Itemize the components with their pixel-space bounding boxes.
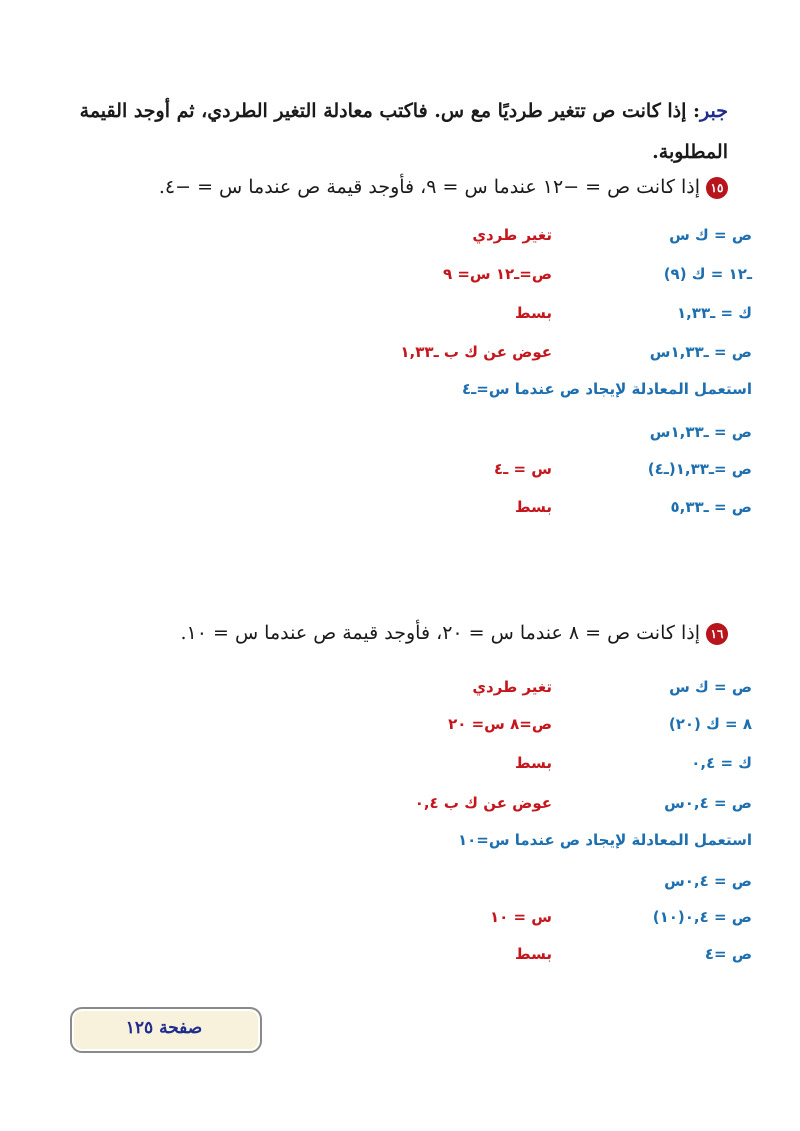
p15-line8-note: بسط	[515, 498, 552, 516]
p16-line1-note: تغير طردي	[472, 678, 552, 696]
p16-line6-left: ص = ٠,٤س	[664, 872, 752, 890]
intro-keyword: جبر	[700, 100, 728, 122]
intro-text-1: : إذا كانت ص تتغير طرديًا مع س. فاكتب معادلة التغير الطردي، ثم أوجد القيمة	[79, 100, 701, 122]
p15-line1-note: تغير طردي	[472, 226, 552, 244]
p16-line7-left: ص = ٠,٤(١٠)	[652, 908, 752, 926]
p16-line8-left: ص =٤	[704, 945, 752, 963]
problem-number-badge: ١٥	[706, 177, 728, 199]
p15-line4-note: عوض عن ك ب ـ١,٣٣	[400, 343, 552, 361]
intro-line-2: المطلوبة.	[652, 141, 728, 163]
p15-line3-note: بسط	[515, 304, 552, 322]
p16-line8-note: بسط	[515, 945, 552, 963]
p15-line2-left: ـ١٢ = ك (٩)	[663, 265, 752, 283]
p16-line3-note: بسط	[515, 754, 552, 772]
question-text: إذا كانت ص = −١٢ عندما س = ٩، فأوجد قيمة ص عندما س = −٤.	[158, 176, 700, 198]
question-text: إذا كانت ص = ٨ عندما س = ٢٠، فأوجد قيمة ص عندما س = ١٠.	[180, 622, 700, 644]
p16-line2-note: ص=٨ س= ٢٠	[448, 715, 552, 733]
p15-line1-left: ص = ك س	[669, 226, 752, 244]
p16-line4-note: عوض عن ك ب ٠,٤	[414, 794, 552, 812]
p15-line5: استعمل المعادلة لإيجاد ص عندما س=ـ٤	[461, 380, 752, 398]
problem-16-question	[180, 622, 728, 645]
p15-line7-left: ص =ـ١,٣٣(ـ٤)	[647, 460, 752, 478]
p15-line6-left: ص = ـ١,٣٣س	[649, 423, 752, 441]
p15-line3-left: ك = ـ١,٣٣	[676, 304, 752, 322]
p15-line2-note: ص=ـ١٢ س= ٩	[442, 265, 552, 283]
problem-number-badge: ١٦	[706, 623, 728, 645]
intro-line-1	[80, 100, 728, 122]
problem-15-question	[159, 176, 728, 199]
p16-line2-left: ٨ = ك (٢٠)	[668, 715, 752, 733]
p16-line7-note: س = ١٠	[489, 908, 552, 926]
p15-line7-note: س = ـ٤	[494, 460, 552, 478]
page-number: صفحة ١٢٥	[125, 1018, 203, 1038]
p16-line5: استعمل المعادلة لإيجاد ص عندما س=١٠	[457, 831, 752, 849]
p16-line4-left: ص = ٠,٤س	[664, 794, 752, 812]
p16-line1-left: ص = ك س	[669, 678, 752, 696]
p15-line4-left: ص = ـ١,٣٣س	[649, 343, 752, 361]
p16-line3-left: ك = ٠,٤	[691, 754, 752, 772]
p15-line8-left: ص = ـ٥,٣٣	[670, 498, 752, 516]
